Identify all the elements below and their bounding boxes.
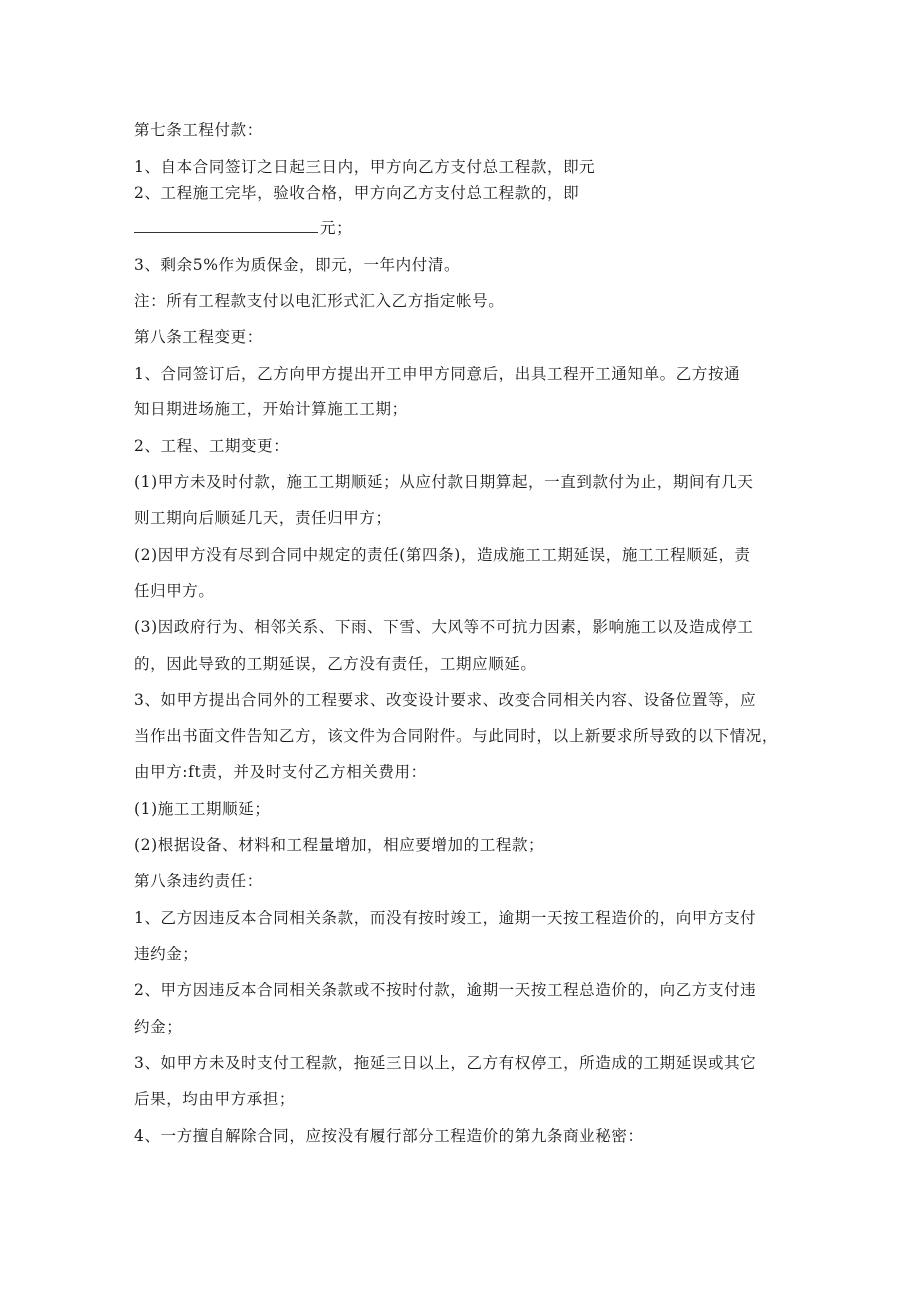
paragraph-line: (3)因政府行为、相邻关系、下雨、下雪、大风等不可抗力因素，影响施工以及造成停工 [134,618,754,636]
paragraph-line: 3、如甲方提出合同外的工程要求、改变设计要求、改变合同相关内容、设备位置等，应 [134,691,757,709]
paragraph-line: 后果，均由甲方承担； [134,1090,296,1108]
paragraph-line: (2)根据设备、材料和工程量增加，相应要增加的工程款； [134,836,545,854]
paragraph-line: 2、工程施工完毕，验收合格，甲方向乙方支付总工程款的，即 [134,184,580,202]
paragraph-line: 当作出书面文件告知乙方，该文件为合同附件。与此同时，以上新要求所导致的以下情况， [134,727,779,745]
paragraph-line: 则工期向后顺延几天，责任归甲方； [134,509,392,527]
paragraph-line: 3、如甲方未及时支付工程款，拖延三日以上，乙方有权停工，所造成的工期延误或其它 [134,1054,757,1072]
paragraph-line: 1、乙方因违反本合同相关条款，而没有按时竣工，逾期一天按工程造价的，向甲方支付 [134,909,757,927]
paragraph-line-blank [134,218,352,238]
paragraph-line: 2、甲方因违反本合同相关条款或不按时付款，逾期一天按工程总造价的，向乙方支付违 [134,981,757,999]
paragraph-line: 由甲方:ft责，并及时支付乙方相关费用： [134,763,427,781]
paragraph-line: 违约金； [134,945,199,963]
paragraph-line: 的，因此导致的工期延误，乙方没有责任，工期应顺延。 [134,655,537,673]
paragraph-line: 约金； [134,1018,183,1036]
paragraph-line: 知日期进场施工，开始计算施工工期； [134,400,408,418]
section-heading-liability: 第八条违约责任： [134,872,263,890]
paragraph-line: (1)施工工期顺延； [134,800,271,818]
paragraph-line: 2、工程、工期变更： [134,437,290,455]
blank-suffix: 元； [320,219,353,237]
paragraph-line: 3、剩余5%作为质保金，即元，一年内付清。 [134,256,461,274]
paragraph-line: 1、合同签订后，乙方向甲方提出开工申甲方同意后，出具工程开工通知单。乙方按通 [134,365,741,383]
paragraph-line: 4、一方擅自解除合同，应按没有履行部分工程造价的第九条商业秘密： [134,1127,644,1145]
paragraph-line: (1)甲方未及时付款，施工工期顺延；从应付款日期算起，一直到款付为止，期间有几天 [134,473,754,491]
note-line: 注：所有工程款支付以电汇形式汇入乙方指定帐号。 [134,292,505,310]
paragraph-line: 任归甲方。 [134,582,215,600]
section-heading-changes: 第八条工程变更： [134,328,263,346]
paragraph-line: (2)因甲方没有尽到合同中规定的责任(第四条)，造成施工工期延误，施工工程顺延，责 [134,546,751,564]
fill-in-blank [134,218,318,233]
section-heading-payment: 第七条工程付款： [134,121,263,139]
paragraph-line: 1、自本合同签订之日起三日内，甲方向乙方支付总工程款，即元 [134,158,596,176]
